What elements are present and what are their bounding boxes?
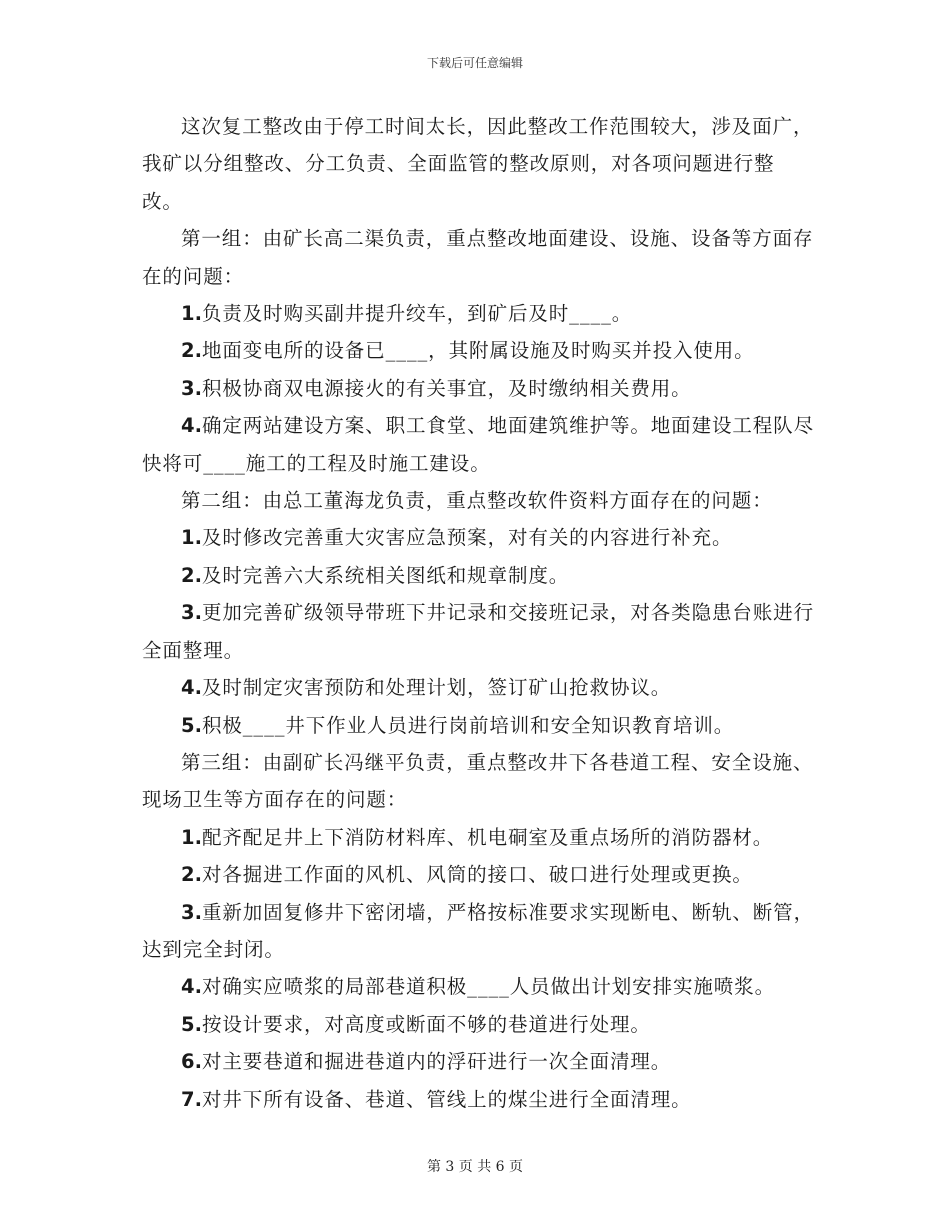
- paragraph-intro: 这次复工整改由于停工时间太长，因此整改工作范围较大，涉及面广，我矿以分组整改、分工负责、全面监管的整改原则，对各项问题进行整改。: [142, 115, 814, 213]
- list-item: 1.配齐配足井上下消防材料库、机电硐室及重点场所的消防器材。: [181, 825, 774, 849]
- list-item: 4.确定两站建设方案、职工食堂、地面建筑维护等。地面建设工程队尽快将可____施工的工程及时施工建设。: [142, 414, 814, 475]
- list-item: 5.按设计要求，对高度或断面不够的巷道进行处理。: [181, 1012, 651, 1036]
- list-item: 6.对主要巷道和掘进巷道内的浮矸进行一次全面清理。: [181, 1050, 672, 1074]
- page-header: 下载后可任意编辑: [426, 56, 523, 70]
- list-item: 2.对各掘进工作面的风机、风筒的接口、破口进行处理或更换。: [181, 863, 753, 887]
- list-item: 7.对井下所有设备、巷道、管线上的煤尘进行全面清理。: [181, 1087, 692, 1111]
- list-item: 2.及时完善六大系统相关图纸和规章制度。: [181, 563, 570, 587]
- list-item: 3.更加完善矿级领导带班下井记录和交接班记录，对各类隐患台账进行全面整理。: [142, 601, 814, 662]
- list-item: 4.及时制定灾害预防和处理计划，签订矿山抢救协议。: [181, 676, 672, 700]
- paragraph-group-1-heading: 第一组：由矿长高二渠负责，重点整改地面建设、设施、设备等方面存在的问题：: [142, 227, 814, 288]
- list-item: 1.负责及时购买副井提升绞车，到矿后及时____。: [181, 302, 633, 326]
- list-item: 1.及时修改完善重大灾害应急预案，对有关的内容进行补充。: [181, 526, 733, 550]
- list-item: 4.对确实应喷浆的局部巷道积极____人员做出计划安排实施喷浆。: [181, 975, 775, 999]
- document-body: [142, 108, 814, 1118]
- paragraph-group-2-heading: 第二组：由总工董海龙负责，重点整改软件资料方面存在的问题：: [181, 489, 773, 513]
- list-item: 5.积极____井下作业人员进行岗前培训和安全知识教育培训。: [181, 713, 735, 737]
- page-footer: 第 3 页 共 6 页: [426, 1159, 524, 1175]
- list-item: 3.积极协商双电源接火的有关事宜，及时缴纳相关费用。: [181, 376, 692, 400]
- list-item: 2.地面变电所的设备已____，其附属设施及时购买并投入使用。: [181, 339, 755, 363]
- paragraph-group-3-heading: 第三组：由副矿长冯继平负责，重点整改井下各巷道工程、安全设施、现场卫生等方面存在的问题：: [142, 750, 814, 812]
- list-item: 3.重新加固复修井下密闭墙，严格按标准要求实现断电、断轨、断管，达到完全封闭。: [142, 900, 814, 961]
